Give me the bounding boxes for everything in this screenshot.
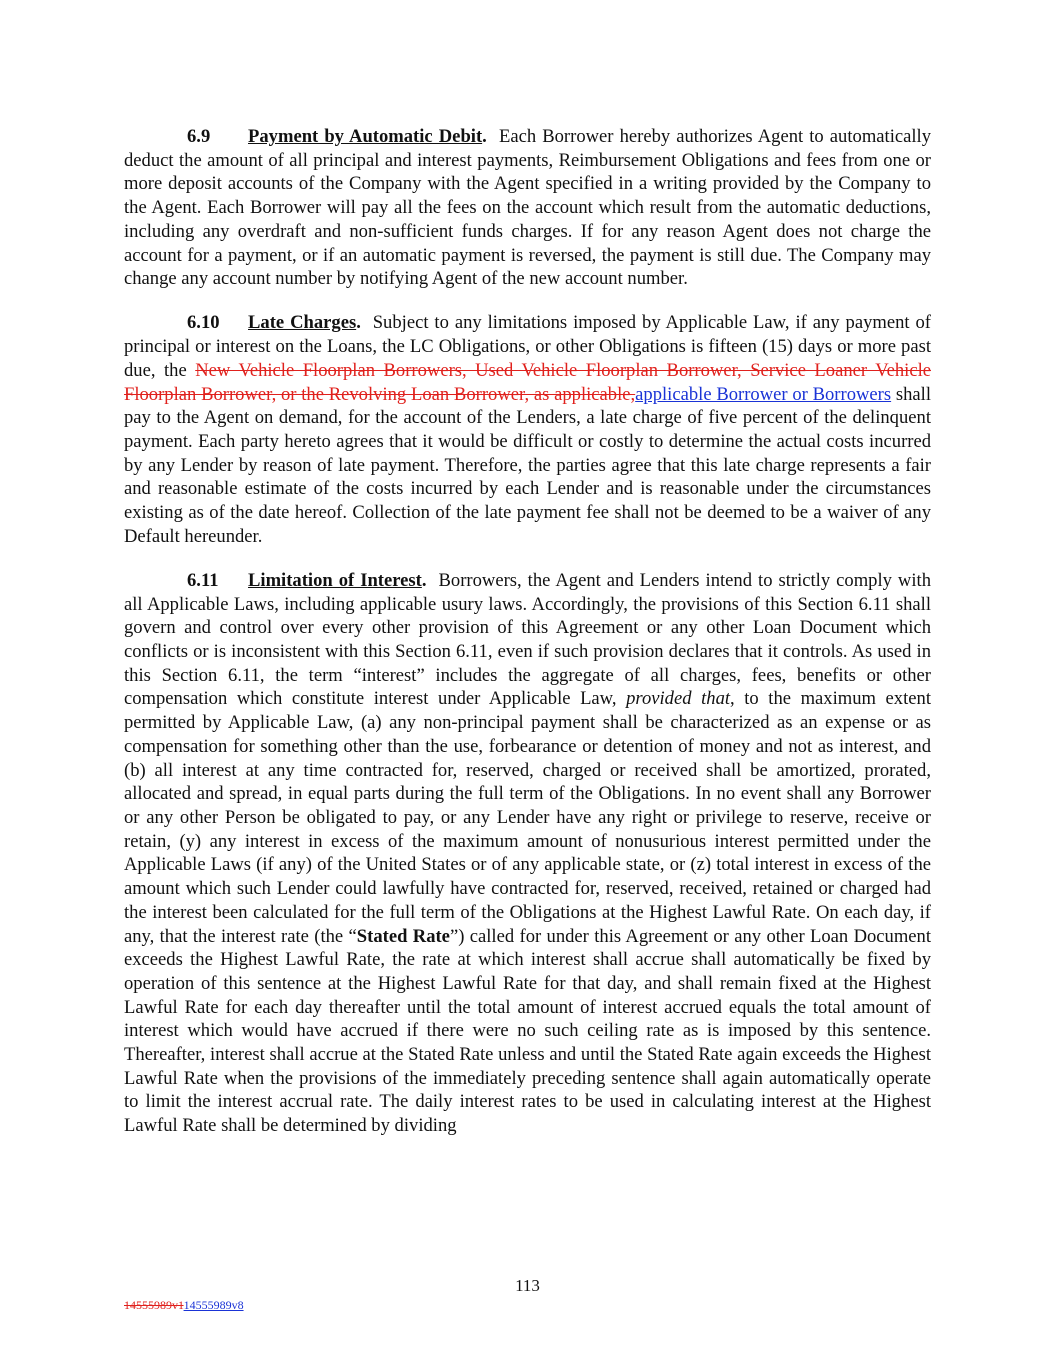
inserted-text: applicable Borrower or Borrowers <box>635 383 892 405</box>
heading-punct: . <box>356 312 361 334</box>
italic-term: provided that <box>626 688 731 710</box>
section-number: 6.9 <box>187 126 211 147</box>
section-body: Each Borrower hereby authorizes Agent to automatically deduct the amount of all principal and interest payments, Reimbursement Obligations and fees from one or more deposit accounts of the Company with the Agent specified in a writing provided by the Company to the Agent. Each Borrower will pay all the fees on the account which result from the automatic deductions, including any overdraft and non-sufficient funds charges. If for any reason Agent does not charge the account for a payment, or if an automatic payment is reversed, the payment is still due. The Company may change any account number by notifying Agent of the new account number. <box>124 126 931 290</box>
section-6-9 <box>124 125 931 291</box>
document-id <box>124 1298 244 1313</box>
section-body-cont2: ”) called for under this Agreement or any other Loan Document exceeds the Highest Lawful Rate, the rate at which interest shall accrue shall automatically be fixed by operation of this sentence at the Highest Lawful Rate for that day, and shall remain fixed at the Highest Lawful Rate for each day thereafter until the total amount of interest accrued equals the total amount of interest which would have accrued if there were no such ceiling rate as is imposed by this sentence. Thereafter, interest shall accrue at the Stated Rate unless and until the Stated Rate again exceeds the Highest Lawful Rate when the provisions of the immediately preceding sentence shall again automatically operate to limit the interest accrual rate. The daily interest rates to be used in calculating interest at the Highest Lawful Rate shall be determined by dividing <box>124 925 932 1137</box>
deleted-text: New Vehicle Floorplan Borrowers, Used Vehicle Floorplan Borrower, Service Loaner Vehicle Floorplan Borrower, or the Revolving Loan Borrower, as applicable, <box>124 359 931 405</box>
section-heading: Late Charges <box>248 312 357 334</box>
section-body-cont: shall pay to the Agent on demand, for the account of the Lenders, a late charge of five percent of the delinquent payment. Each party hereto agrees that it would be difficult or costly to determine the actual costs incurred by any Lender by reason of late payment. Therefore, the parties agree that this late charge represents a fair and reasonable estimate of the costs incurred by each Lender and is reasonable under the circumstances existing as of the date hereof. Collection of the late payment fee shall not be deemed to be a waiver of any Default hereunder. <box>124 383 931 547</box>
doc-id-deleted: 14555989v1 <box>124 1298 184 1312</box>
doc-id-inserted: 14555989v8 <box>183 1298 244 1312</box>
section-body: Subject to any limitations imposed by Applicable Law, if any payment of principal or interest on the Loans, the LC Obligations, or other Obligations is fifteen (15) days or more past due, the <box>124 312 931 381</box>
heading-punct: . <box>482 126 487 147</box>
section-6-10 <box>124 311 931 548</box>
page-number: 113 <box>515 1276 540 1295</box>
document-page <box>124 125 931 1158</box>
section-6-11 <box>124 569 931 1138</box>
defined-term: Stated Rate <box>356 925 450 947</box>
section-body: Borrowers, the Agent and Lenders intend to strictly comply with all Applicable Laws, including applicable usury laws. Accordingly, the provisions of this Section 6.11 shall govern and control over every other provision of this Agreement or any other Loan Document which conflicts or is inconsistent with this Section 6.11, even if such provision declares that it controls. As used in this Section 6.11, the term “interest” includes the aggregate of all charges, fees, benefits or other compensation which constitute interest under Applicable Law, <box>124 569 931 710</box>
section-heading: Payment by Automatic Debit <box>248 126 483 147</box>
section-number: 6.11 <box>187 569 219 591</box>
heading-punct: . <box>421 569 427 591</box>
section-heading: Limitation of Interest <box>248 569 422 591</box>
section-body-cont: , to the maximum extent permitted by Applicable Law, (a) any non-principal payment shall be characterized as an expense or as compensation for something other than the use, forbearance or detention of money and not as interest, and (b) all interest at any time contracted for, reserved, charged or received shall be amortized, prorated, allocated and spread, in equal parts during the full term of the Obligations. In no event shall any Borrower or any other Person be obligated to pay, or any Lender have any right or privilege to reserve, receive or retain, (y) any interest in excess of the maximum amount of nonusurious interest permitted under the Applicable Laws (if any) of the United States or of any applicable state, or (z) total interest in excess of the amount which such Lender could lawfully have contracted for, reserved, received, retained or charged had the interest been calculated for the full term of the Obligations at the Highest Lawful Rate. On each day, if any, that the interest rate (the “ <box>124 688 931 947</box>
section-number: 6.10 <box>187 312 220 334</box>
